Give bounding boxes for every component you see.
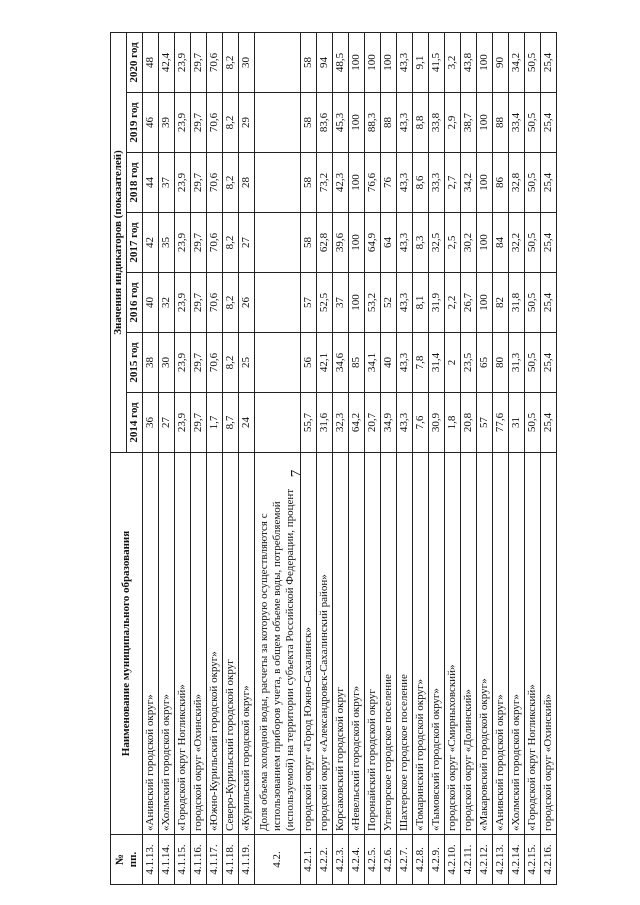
year-header: 2018 год <box>127 153 143 213</box>
row-value: 90 <box>493 32 509 92</box>
row-value: 32,2 <box>509 213 525 273</box>
row-value <box>255 393 301 453</box>
row-value: 100 <box>349 93 365 153</box>
row-name: Поронайский городской округ <box>365 453 381 835</box>
table-row <box>143 32 159 884</box>
row-value: 34,6 <box>333 333 349 393</box>
row-value: 43,3 <box>397 213 413 273</box>
row-value: 70,6 <box>207 93 223 153</box>
row-value: 26,7 <box>461 273 477 333</box>
row-number: 4.2.15. <box>525 835 541 885</box>
row-value: 50,5 <box>525 213 541 273</box>
row-value: 70,6 <box>207 153 223 213</box>
row-value: 100 <box>381 32 397 92</box>
row-number: 4.2.9. <box>429 835 445 885</box>
row-value: 30,2 <box>461 213 477 273</box>
row-value: 65 <box>477 333 493 393</box>
row-value: 29,7 <box>191 393 207 453</box>
row-number: 4.2.3. <box>333 835 349 885</box>
row-value: 34,2 <box>509 32 525 92</box>
table-row <box>317 32 333 884</box>
row-number: 4.1.14. <box>159 835 175 885</box>
row-number: 4.2.6. <box>381 835 397 885</box>
row-value: 100 <box>477 32 493 92</box>
row-value <box>255 32 301 92</box>
row-value: 1,7 <box>207 393 223 453</box>
row-value: 100 <box>477 273 493 333</box>
row-name: «Томаринский городской округ» <box>413 453 429 835</box>
table-row <box>301 32 317 884</box>
row-value: 37 <box>333 273 349 333</box>
row-number: 4.2.1. <box>301 835 317 885</box>
row-name: «Холмский городской округ» <box>159 453 175 835</box>
row-value: 20,8 <box>461 393 477 453</box>
table-row <box>159 32 175 884</box>
row-value: 8,6 <box>413 153 429 213</box>
row-value: 50,5 <box>525 153 541 213</box>
row-value: 33,4 <box>509 93 525 153</box>
row-name: «Курильский городской округ» <box>239 453 255 835</box>
row-value: 48,5 <box>333 32 349 92</box>
table-row <box>381 32 397 884</box>
row-value: 40 <box>143 273 159 333</box>
row-number: 4.1.15. <box>175 835 191 885</box>
year-header: 2020 год <box>127 32 143 92</box>
row-value: 29 <box>239 93 255 153</box>
row-value: 29,7 <box>191 333 207 393</box>
table-row <box>413 32 429 884</box>
row-value: 40 <box>381 333 397 393</box>
row-value: 39,6 <box>333 213 349 273</box>
row-number: 4.2.4. <box>349 835 365 885</box>
row-value: 100 <box>477 93 493 153</box>
row-value: 43,8 <box>461 32 477 92</box>
row-value: 2 <box>445 333 461 393</box>
table-row <box>207 32 223 884</box>
row-name: «Городской округ Ногликский» <box>175 453 191 835</box>
row-number: 4.2. <box>255 835 301 885</box>
table-row <box>223 32 239 884</box>
row-name: городской округ «Охинский» <box>191 453 207 835</box>
row-value: 1,8 <box>445 393 461 453</box>
row-value: 64,2 <box>349 393 365 453</box>
row-value: 31,4 <box>429 333 445 393</box>
row-value: 27 <box>239 213 255 273</box>
row-value: 2,2 <box>445 273 461 333</box>
table-row <box>365 32 381 884</box>
row-value: 27 <box>159 393 175 453</box>
year-header: 2015 год <box>127 333 143 393</box>
row-value: 42,1 <box>317 333 333 393</box>
row-value: 32 <box>159 273 175 333</box>
row-value: 23,9 <box>175 393 191 453</box>
row-value: 84 <box>493 213 509 273</box>
year-header: 2017 год <box>127 213 143 273</box>
column-header-number: № пп. <box>111 835 143 885</box>
row-value: 62,8 <box>317 213 333 273</box>
row-value: 43,3 <box>397 273 413 333</box>
row-value: 53,2 <box>365 273 381 333</box>
row-value: 70,6 <box>207 333 223 393</box>
row-number: 4.2.16. <box>541 835 557 885</box>
year-header: 2016 год <box>127 273 143 333</box>
row-value: 50,5 <box>525 273 541 333</box>
row-number: 4.2.13. <box>493 835 509 885</box>
row-value: 34,1 <box>365 333 381 393</box>
row-value: 52,5 <box>317 273 333 333</box>
row-value: 32,8 <box>509 153 525 213</box>
row-number: 4.2.10. <box>445 835 461 885</box>
row-value: 43,3 <box>397 153 413 213</box>
row-value: 57 <box>477 393 493 453</box>
table-row <box>509 32 525 884</box>
row-value: 30,9 <box>429 393 445 453</box>
row-value <box>255 273 301 333</box>
row-name: городской округ «Долинский» <box>461 453 477 835</box>
row-value <box>255 153 301 213</box>
row-value: 8,2 <box>223 93 239 153</box>
table-row <box>175 32 191 884</box>
row-value: 25,4 <box>541 393 557 453</box>
row-value: 23,9 <box>175 153 191 213</box>
row-value: 73,2 <box>317 153 333 213</box>
row-value: 29,7 <box>191 273 207 333</box>
row-value: 44 <box>143 153 159 213</box>
row-name: «Анивский городской округ» <box>493 453 509 835</box>
table-row <box>349 32 365 884</box>
row-value: 25 <box>239 333 255 393</box>
row-value: 8,3 <box>413 213 429 273</box>
row-value: 2,5 <box>445 213 461 273</box>
row-value: 86 <box>493 153 509 213</box>
row-value: 55,7 <box>301 393 317 453</box>
row-value: 34,2 <box>461 153 477 213</box>
table-row <box>477 32 493 884</box>
row-value: 25,4 <box>541 93 557 153</box>
row-value: 50,5 <box>525 32 541 92</box>
row-value: 100 <box>349 32 365 92</box>
row-value: 31,6 <box>317 393 333 453</box>
row-name: Доля объема холодной воды, расчеты за которую осуществляются с использованием приборов учета, в общем объеме воды, потребляемой (используемой) на территории субъекта Российской Федерации, процент <box>255 453 301 835</box>
row-number: 4.2.5. <box>365 835 381 885</box>
row-name: «Невельский городской округ» <box>349 453 365 835</box>
row-value: 25,4 <box>541 273 557 333</box>
row-value: 23,9 <box>175 213 191 273</box>
row-value: 32,3 <box>333 393 349 453</box>
row-value: 70,6 <box>207 213 223 273</box>
row-value: 41,5 <box>429 32 445 92</box>
row-value: 31,3 <box>509 333 525 393</box>
row-value: 50,5 <box>525 393 541 453</box>
row-value: 28 <box>239 153 255 213</box>
row-value: 42,4 <box>159 32 175 92</box>
row-value: 30 <box>239 32 255 92</box>
row-value: 29,7 <box>191 153 207 213</box>
row-value: 100 <box>365 32 381 92</box>
row-value: 50,5 <box>525 93 541 153</box>
table-row <box>525 32 541 884</box>
row-value: 38 <box>143 333 159 393</box>
row-value: 23,9 <box>175 93 191 153</box>
row-value: 7,6 <box>413 393 429 453</box>
row-value: 58 <box>301 93 317 153</box>
table-row <box>445 32 461 884</box>
row-value: 31,8 <box>509 273 525 333</box>
row-number: 4.1.17. <box>207 835 223 885</box>
row-value: 70,6 <box>207 32 223 92</box>
row-value: 25,4 <box>541 213 557 273</box>
row-name: городской округ «Александровск-Сахалинский район» <box>317 453 333 835</box>
row-number: 4.2.12. <box>477 835 493 885</box>
row-value: 36 <box>143 393 159 453</box>
row-value: 8,2 <box>223 153 239 213</box>
row-value: 23,5 <box>461 333 477 393</box>
row-value: 29,7 <box>191 32 207 92</box>
row-value: 94 <box>317 32 333 92</box>
year-header: 2019 год <box>127 93 143 153</box>
row-number: 4.1.19. <box>239 835 255 885</box>
column-header-name: Наименование муниципального образования <box>111 453 143 835</box>
row-value: 57 <box>301 273 317 333</box>
row-value: 39 <box>159 93 175 153</box>
row-value: 8,2 <box>223 273 239 333</box>
row-value: 64 <box>381 213 397 273</box>
row-value: 46 <box>143 93 159 153</box>
row-value: 100 <box>349 273 365 333</box>
row-value: 88 <box>381 93 397 153</box>
row-value: 23,9 <box>175 32 191 92</box>
row-value: 43,3 <box>397 393 413 453</box>
row-value: 58 <box>301 32 317 92</box>
table-row <box>493 32 509 884</box>
row-value: 43,3 <box>397 93 413 153</box>
table-row <box>541 32 557 884</box>
row-name: Корсаковский городской округ <box>333 453 349 835</box>
row-value: 52 <box>381 273 397 333</box>
row-value: 25,4 <box>541 32 557 92</box>
row-value: 50,5 <box>525 333 541 393</box>
row-value: 31 <box>509 393 525 453</box>
row-value: 88 <box>493 93 509 153</box>
row-value: 58 <box>301 213 317 273</box>
row-value: 38,7 <box>461 93 477 153</box>
table-row <box>397 32 413 884</box>
row-value <box>255 93 301 153</box>
row-number: 4.2.2. <box>317 835 333 885</box>
row-number: 4.1.13. <box>143 835 159 885</box>
row-value: 8,7 <box>223 393 239 453</box>
row-name: «Макаровский городской округ» <box>477 453 493 835</box>
row-value: 83,6 <box>317 93 333 153</box>
row-value: 3,2 <box>445 32 461 92</box>
table-body <box>143 32 557 884</box>
row-name: Северо-Курильский городской округ <box>223 453 239 835</box>
table-row <box>429 32 445 884</box>
row-number: 4.2.14. <box>509 835 525 885</box>
row-value: 24 <box>239 393 255 453</box>
row-value: 25,4 <box>541 333 557 393</box>
row-value: 20,7 <box>365 393 381 453</box>
row-value: 8,1 <box>413 273 429 333</box>
row-value: 9,1 <box>413 32 429 92</box>
row-value: 30 <box>159 333 175 393</box>
row-value: 23,9 <box>175 273 191 333</box>
row-value: 25,4 <box>541 153 557 213</box>
row-value: 32,5 <box>429 213 445 273</box>
row-value: 8,2 <box>223 213 239 273</box>
row-name: городской округ «Охинский» <box>541 453 557 835</box>
table-row <box>239 32 255 884</box>
row-value: 80 <box>493 333 509 393</box>
row-value: 56 <box>301 333 317 393</box>
row-name: «Анивский городской округ» <box>143 453 159 835</box>
row-value: 82 <box>493 273 509 333</box>
row-number: 4.2.11. <box>461 835 477 885</box>
row-value: 2,9 <box>445 93 461 153</box>
rotated-table-container <box>110 33 575 885</box>
row-value: 58 <box>301 153 317 213</box>
row-value: 23,9 <box>175 333 191 393</box>
row-value: 31,9 <box>429 273 445 333</box>
row-value: 43,3 <box>397 32 413 92</box>
table-row <box>333 32 349 884</box>
column-header-group: Значения индикаторов (показателей) <box>111 32 127 452</box>
table-row <box>461 32 477 884</box>
row-value: 35 <box>159 213 175 273</box>
row-value: 100 <box>477 153 493 213</box>
row-value: 70,6 <box>207 273 223 333</box>
row-number: 4.1.16. <box>191 835 207 885</box>
row-value: 76,6 <box>365 153 381 213</box>
row-name: Углегорское городское поселение <box>381 453 397 835</box>
row-value: 42 <box>143 213 159 273</box>
row-name: Шахтерское городское поселение <box>397 453 413 835</box>
row-number: 4.1.18. <box>223 835 239 885</box>
row-value <box>255 333 301 393</box>
table-row <box>255 32 301 884</box>
page-number: 7 <box>288 469 305 478</box>
row-value: 37 <box>159 153 175 213</box>
row-value: 8,2 <box>223 32 239 92</box>
year-header: 2014 год <box>127 393 143 453</box>
row-name: «Южно-Курильский городской округ» <box>207 453 223 835</box>
table-row <box>191 32 207 884</box>
row-name: «Тымовский городской округ» <box>429 453 445 835</box>
row-value: 33,8 <box>429 93 445 153</box>
row-value: 8,2 <box>223 333 239 393</box>
row-name: городской округ «Смирныховский» <box>445 453 461 835</box>
row-value: 7,8 <box>413 333 429 393</box>
row-value: 100 <box>349 213 365 273</box>
row-number: 4.2.8. <box>413 835 429 885</box>
row-value: 2,7 <box>445 153 461 213</box>
row-value: 48 <box>143 32 159 92</box>
row-value <box>255 213 301 273</box>
row-value: 76 <box>381 153 397 213</box>
row-value: 45,3 <box>333 93 349 153</box>
row-value: 29,7 <box>191 213 207 273</box>
row-number: 4.2.7. <box>397 835 413 885</box>
row-value: 88,3 <box>365 93 381 153</box>
row-value: 43,3 <box>397 333 413 393</box>
row-name: городской округ «Город Южно-Сахалинск» <box>301 453 317 835</box>
row-value: 34,9 <box>381 393 397 453</box>
row-value: 100 <box>349 153 365 213</box>
row-value: 42,3 <box>333 153 349 213</box>
row-value: 26 <box>239 273 255 333</box>
row-name: «Городской округ Ногликский» <box>525 453 541 835</box>
row-value: 77,6 <box>493 393 509 453</box>
row-value: 8,8 <box>413 93 429 153</box>
indicators-table <box>110 32 557 885</box>
row-name: «Холмский городской округ» <box>509 453 525 835</box>
row-value: 29,7 <box>191 93 207 153</box>
row-value: 64,9 <box>365 213 381 273</box>
row-value: 100 <box>477 213 493 273</box>
row-value: 33,3 <box>429 153 445 213</box>
row-value: 85 <box>349 333 365 393</box>
